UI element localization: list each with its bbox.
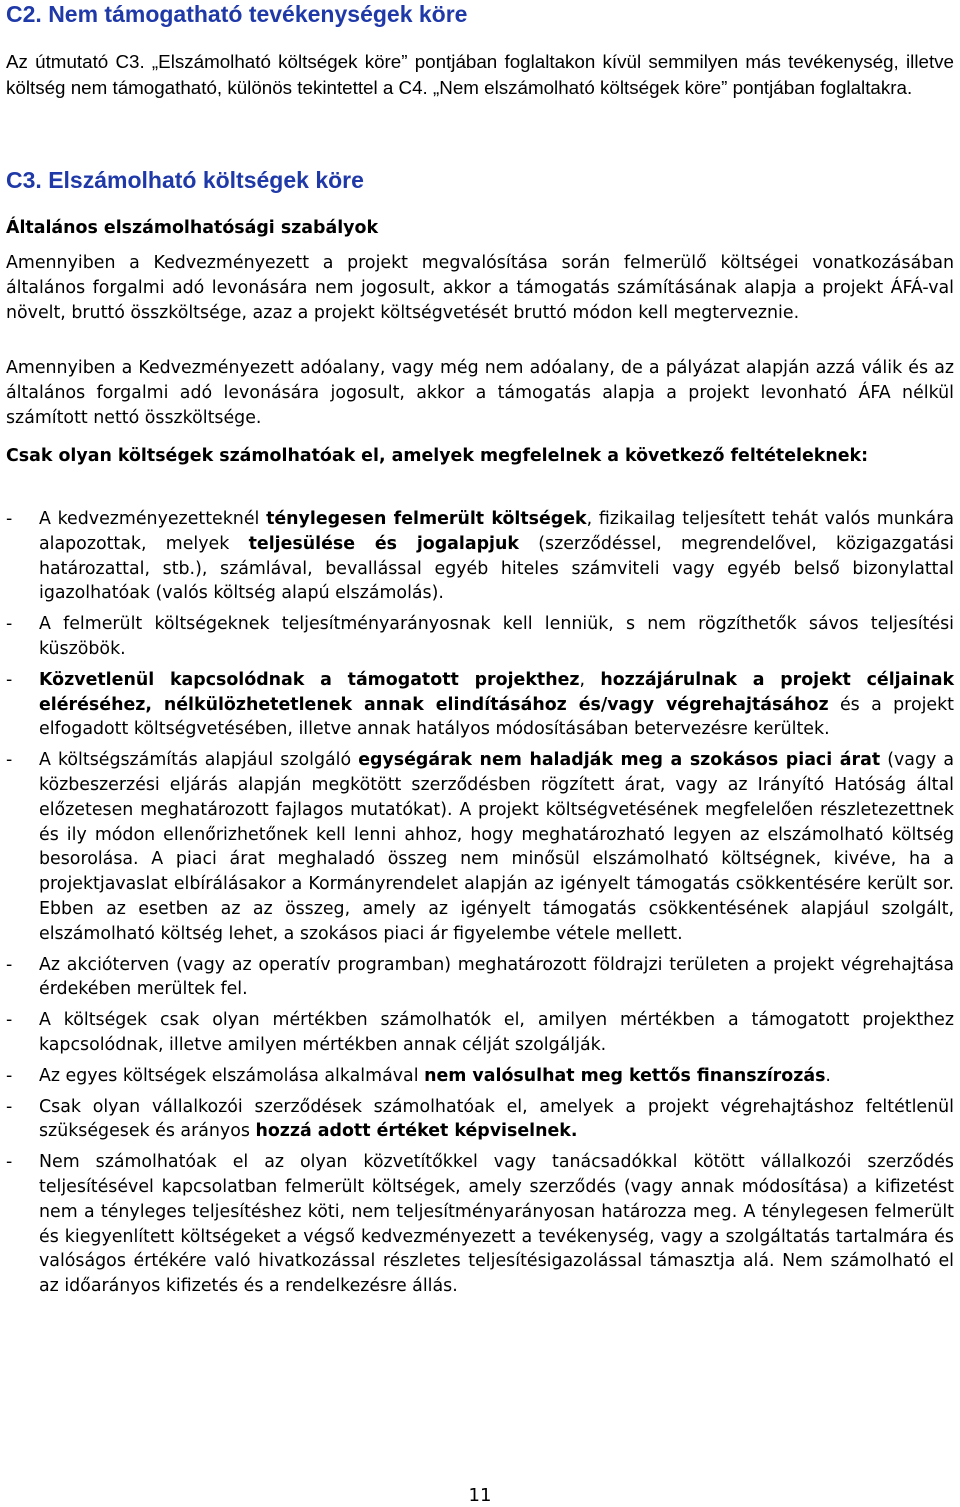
dash-bullet: - bbox=[6, 954, 13, 975]
dash-bullet: - bbox=[6, 750, 13, 771]
dash-bullet: - bbox=[6, 1096, 13, 1117]
section-c2-number: C2. bbox=[6, 1, 42, 27]
dash-bullet: - bbox=[6, 1065, 13, 1086]
conditions-heading: Csak olyan költségek számolhatóak el, amelyek megfelelnek a következő feltételeknek: bbox=[6, 446, 869, 466]
condition-item: - Közvetlenül kapcsolódnak a támogatott projekthez, hozzájárulnak a projekt céljainak eléréséhez, nélkülözhetetlenek annak elindításához és/vagy végrehajtásához és a projekt elfogadott költségvetésében, illetve annak hatályos módosításában betervezésre kerültek. bbox=[6, 669, 955, 740]
dash-bullet: - bbox=[6, 1010, 13, 1031]
condition-item: - Az akcióterven (vagy az operatív programban) meghatározott földrajzi területen a projekt végrehajtása érdekében merültek fel. bbox=[6, 954, 954, 1000]
condition-item: - Az egyes költségek elszámolása alkalmával nem valósulhat meg kettős finanszírozás. bbox=[6, 1064, 954, 1089]
vat-paragraph-2: Amennyiben a Kedvezményezett adóalany, vagy még nem adóalany, de a pályázat alapján azzá válik és az általános forgalmi adó levonására jogosult, akkor a támogatás alapja a projekt levonható ÁFA nélkül számított nettó összköltsége. bbox=[6, 358, 954, 428]
dash-bullet: - bbox=[6, 509, 13, 529]
condition-item: - A felmerült költségeknek teljesítményarányosnak kell lenniük, s nem rögzíthetők sávos teljesítési küszöbök. bbox=[6, 614, 954, 659]
section-c2-title: Nem támogatható tevékenységek köre bbox=[48, 1, 468, 27]
section-c3-heading bbox=[6, 167, 364, 194]
dash-bullet: - bbox=[6, 669, 13, 690]
section-c2-heading bbox=[6, 1, 467, 28]
section-c2-text: Az útmutató C3. „Elszámolható költségek köre” pontjában foglaltakon kívül semmilyen más tevékenység, illetve költség nem támogatható, különös tekintettel a C4. „Nem elszámolható költségek köre” pontjában foglaltakra. bbox=[6, 51, 954, 98]
condition-item: - Csak olyan vállalkozói szerződések számolhatóak el, amelyek a projekt végrehajtáshoz feltétlenül szükségesek és arányos hozzá adott értéket képviselnek. bbox=[6, 1096, 954, 1142]
condition-item: - A kedvezményezetteknél ténylegesen felmerült költségek, fizikailag teljesített tehát valós munkára alapozottak, melyek teljesülése és jogalapjuk (szerződéssel, megrendelővel, közigazgatási határozattal, stb.), számlával, bevallással egyéb hiteles számviteli vagy egyéb belső bizonylattal igazolhatóak (valós költség alapú elszámolás). bbox=[6, 509, 955, 604]
dash-bullet: - bbox=[6, 1152, 13, 1173]
condition-item: - Nem számolhatóak el az olyan közvetítőkkel vagy tanácsadókkal kötött vállalkozói szerződés teljesítésével kapcsolatban felmerült költségek, amely szerződés (vagy annak módosítása) a kifizetést nem a tényleges teljesítéshez köti, nem teljesítményarányosan határozza meg. A ténylegesen felmerült és kiegyenlített költségeket a végső kedvezményezett a tevékenység, vagy a szolgáltatás tartalmára és valóságos értékére való hivatkozással részletes teljesítésigazolással támasztja alá. Nem számolható el az időarányos kifizetés és a rendelkezésre állás. bbox=[6, 1152, 954, 1297]
page-number: 11 bbox=[468, 1485, 492, 1506]
general-rules-subheading: Általános elszámolhatósági szabályok bbox=[6, 218, 379, 238]
conditions-list bbox=[6, 507, 954, 1305]
condition-item: - A költségszámítás alapjául szolgáló egységárak nem haladják meg a szokásos piaci árat (vagy a közbeszerzési eljárás alapján megkötött szerződésben rögzített árat, vagy az Irányító Hatóság által előzetesen meghatározott fajlagos mutatókat). A projekt költségvetésének megfelelően részletezettnek és ily módon ellenőrizhetőnek kell lenni ahhoz, hogy meghatározható legyen az elszámolható költség besorolása. A piaci árat meghaladó összeg nem minősül elszámolható költségnek, kivéve, ha a projektjavaslat elbírálásakor a Kormányrendelet alapján az igényelt támogatás csökkentésére került sor. Ebben az esetben az az összeg, amely az igényelt támogatás csökkentésének alapjául szolgált, elszámolható költség lehet, a szokásos piaci ár figyelembe vétele mellett. bbox=[6, 750, 954, 944]
section-c3-title: Elszámolható költségek köre bbox=[48, 167, 364, 193]
dash-bullet: - bbox=[6, 614, 13, 635]
section-c3-number: C3. bbox=[6, 167, 42, 193]
vat-paragraph-1: Amennyiben a Kedvezményezett a projekt megvalósítása során felmerülő költségei vonatkozásában általános forgalmi adó levonására nem jogosult, akkor a támogatás számításának alapja a projekt ÁFÁ-val növelt, bruttó összköltsége, azaz a projekt költségvetését bruttó módon kell megterveznie. bbox=[6, 253, 954, 323]
condition-item: - A költségek csak olyan mértékben számolhatók el, amilyen mértékben a támogatott projekthez kapcsolódnak, illetve amilyen mértékben annak célját szolgálják. bbox=[6, 1010, 954, 1055]
